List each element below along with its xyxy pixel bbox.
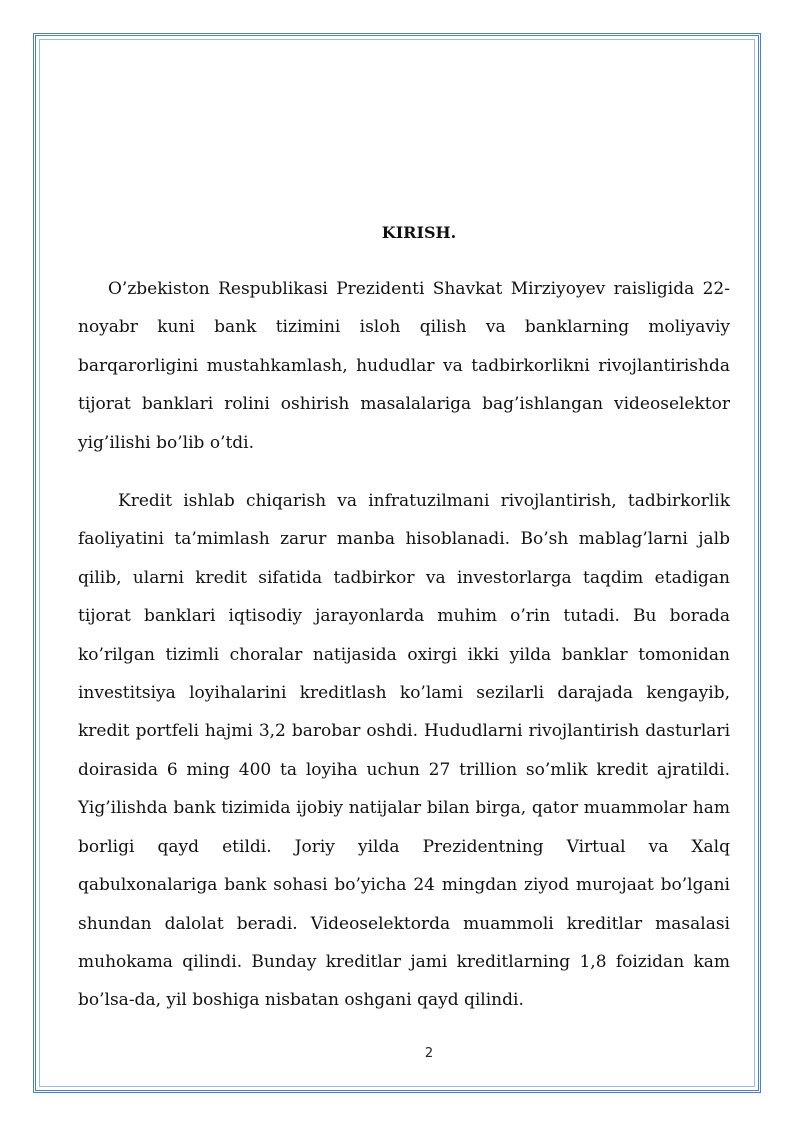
document-body <box>78 218 730 1020</box>
paragraph-intro: O’zbekiston Respublikasi Prezidenti Shavkat Mirziyoyev raisligida 22-noyabr kuni bank tizimini isloh qilish va banklarning moliyaviy barqarorligini mustahkamlash, hududlar va tadbirkorlikni rivojlantirishda tijorat banklari rolini oshirish masalalariga bag’ishlangan videoselektor yig’ilishi bo’lib o’tdi. <box>78 279 730 453</box>
paragraph-credit: Kredit ishlab chiqarish va infratuzilmani rivojlantirish, tadbirkorlik faoliyatini ta’mimlash zarur manba hisoblanadi. Bo’sh mablag’larni jalb qilib, ularni kredit sifatida tadbirkor va investorlarga taqdim etadigan tijorat banklari iqtisodiy jarayonlarda muhim o’rin tutadi. Bu borada ko’rilgan tizimli choralar natijasida oxirgi ikki yilda banklar tomonidan investitsiya loyihalarini kreditlash ko’lami sezilarli darajada kengayib, kredit portfeli hajmi 3,2 barobar oshdi. Hududlarni rivojlantirish dasturlari doirasida 6 ming 400 ta loyiha uchun 27 trillion so’mlik kredit ajratildi. Yig’ilishda bank tizimida ijobiy natijalar bilan birga, qator muammolar ham borligi qayd etildi. Joriy yilda Prezidentning Virtual va Xalq qabulxonalariga bank sohasi bo’yicha 24 mingdan ziyod murojaat bo’lgani shundan dalolat beradi. Videoselektorda muammoli kreditlar masalasi muhokama qilindi. Bunday kreditlar jami kreditlarning 1,8 foizidan kam bo’lsa-da, yil boshiga nisbatan oshgani qayd qilindi. <box>78 491 730 1011</box>
section-heading: KIRISH. <box>381 223 457 242</box>
page-number: 2 <box>424 1046 434 1061</box>
